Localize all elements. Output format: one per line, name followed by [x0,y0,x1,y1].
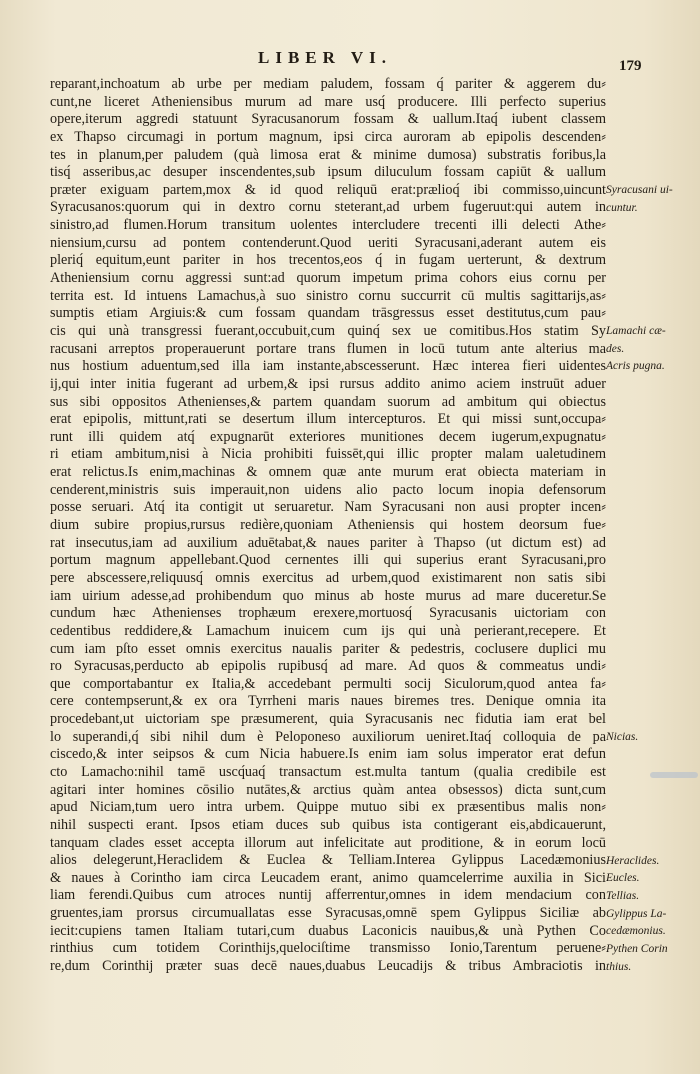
text-line: ro Syracusas,perducto ab epipolis rupibusq́ ad mare. Ad quos & commeatus undi⸗ [50,658,606,675]
margin-note: Heraclides. [606,854,660,867]
text-line: opere,iterum aggredi statuunt Syracusanorum fossam & uallum.Itaq́ iubent classem [50,111,606,128]
margin-note: Nicias. [606,731,639,744]
text-line: posse seruari. Atq́ ita contigit ut seruaretur. Nam Syracusani non ausi propter incen⸗ [50,499,606,516]
text-line: tisq́ asseribus,ac desuper inscendentes,sub ipsum diluculum fossam capiūt & uallum [50,164,606,181]
text-line: cis qui unà transgressi fuerant,occubuit,cum quinq́ sex ue comitibus.Hos statim Sy [50,322,606,339]
text-line: ri etiam ambitum,nisi à Nicia prohibiti fuissēt,qui illic propter malam ualetudinem [50,446,606,463]
running-title: LIBER VI. [258,48,392,67]
text-line: iecit:cupiens tamen Italiam tutari,cum duabus Laconicis nauibus,& unà Pythen Co [50,922,606,939]
text-line: præter exiguam partem,mox & id quod reliquū erat:prælioq́ ibi commisso,uincunt [50,181,606,198]
margin-note: cuntur. [606,201,638,214]
ink-smudge [650,772,698,778]
text-line: ij,qui inter initia fugerant ad urbem,& ipsi rursus addito animo aciem instruūt aduer [50,375,606,392]
text-line: territa est. Id intuens Lamachus,à suo sinistro cornu succurrit cū multis sagittarijs,as⸗ [50,287,606,304]
text-line: ciscedo,& inter seipsos & cum Nicia habuere.Is enim iam solus imperator erat defun [50,746,606,763]
text-line: apud Niciam,tum uero intra urbem. Quippe mutuo sibi ex præsentibus malis non⸗ [50,799,606,816]
margin-note: Tellias. [606,889,640,902]
margin-note: des. [606,342,625,355]
margin-note: Syracusani ui- [606,183,673,196]
page-number: 179 [619,58,642,74]
text-line: rat insecutus,iam ad auxilium aduētabat,& naues pariter à Thapso (ut dictum est) ad [50,534,606,551]
text-line: cedentibus reddidere,& Lamachum inuicem cum ijs qui unà perierant,recepere. Et [50,622,606,639]
margin-note: cedæmonius. [606,925,666,938]
text-line: & naues à Corintho iam circa Leucadem erant, animo quamcelerrime auxilia in Sici [50,869,606,886]
text-line: re,dum Corinthij præter suas decē naues,duabus Leucadijs & tribus Ambraciotis in [50,958,606,975]
text-line: portum magnum appellebant.Quod cernentes illi qui superius erant Syracusani,pro [50,552,606,569]
text-line: lo superandi,q́ sibi nihil dum è Peloponeso auxiliorum ueniret.Itaq́ colloquia de pa [50,728,606,745]
text-line: erat relictus.Is enim,machinas & omnem quæ ante murum erat obiecta materiam in [50,464,606,481]
text-line: rinthius cum totidem Corinthijs,quelociſtime transmisso Ionio,Tarentum peruene⸗ [50,940,606,957]
text-line: cenderent,ministris suis imperauit,non uidens alio pacto locum inopia defensorum [50,481,606,498]
text-line: tes in planum,per paludem (quà limosa erat & minime dumosa) substratis foribus,la [50,146,606,163]
text-line: Atheniensium cornu aggressi sunt:ad quorum impetum prima cohors eius cornu per [50,270,606,287]
text-line: racusani arreptos properauerunt portare trans flumen in locū tutum ante alterius ma [50,340,606,357]
text-line: dium subire propius,rursus redière,quoniam Atheniensis qui hostem deorsum fue⸗ [50,517,606,534]
text-line: que comportabantur ex Italia,& accedebant permulti socij Siculorum,quod antea fa⸗ [50,675,606,692]
text-line: erat epipolis, mittunt,rati se desertum illum intercepturos. Et qui missi sunt,occupa⸗ [50,411,606,428]
text-line: cto Lamacho:nihil tamē uscq́uaq́ transactum est.multa tantum (qualia credibile est [50,763,606,780]
text-line: Syracusanos:quorum qui in dextro cornu steterant,ad urbem fugeruut:qui autem in [50,199,606,216]
text-line: sumptis etiam Argiuis:& cum fossam quandam trāsgressus esset destitutus,cum pau⸗ [50,305,606,322]
margin-note: Eucles. [606,872,640,885]
text-line: iam uirium adesse,ad prohibendum quo minus ab hoste murus ad mare duceretur.Se [50,587,606,604]
text-line: runt illi quidem atq́ expugnarūt exteriores munitiones decem iugerum,expugnatu⸗ [50,428,606,445]
text-line: sus sibi oppositos Athenienses,& partem quandam suorum ad ambitum qui obiectus [50,393,606,410]
margin-note: Gylippus La- [606,907,667,920]
margin-note: Pythen Corin [606,942,668,955]
text-line: gruentes,iam prorsus circumuallatas esse Syracusas,omnē spem Gylippus Siciliæ ab [50,905,606,922]
margin-note: Lamachi cæ- [606,325,666,338]
text-line: procedebant,ut uictoriam spe præsumerent, quia Syracusanis nec fidutia iam erat bel [50,711,606,728]
text-line: cunt,ne liceret Atheniensibus murum ad mare usq́ producere. Illi perfecto superius [50,93,606,110]
main-text-column [50,76,606,976]
text-line: nihil suspecti erant. Ipsos etiam duces sub quibus ista contigerant eis,abdicauerunt, [50,816,606,833]
text-line: cum iam pſto esset omnis exercitus naualis pariter & pedestris, coclusere duplici mu [50,640,606,657]
text-line: cere contempserunt,& ex ora Tyrrheni maris naues biremes tres. Denique omnia ita [50,693,606,710]
margin-note: thius. [606,960,632,973]
text-line: pere abscessere,reliquusq́ omnis exercitus ad urbem,quod existimarent non satis sibi [50,569,606,586]
text-line: sinistro,ad flumen.Horum transitum uolentes intercludere trecenti illi delecti Athe⸗ [50,217,606,234]
text-line: niensium,cursu ad pontem contenderunt.Quod ueriti Syracusani,aderant autem eis [50,234,606,251]
text-line: liam ferendi.Quibus cum atroces nuntij afferrentur,omnes in idem mendacium con [50,887,606,904]
text-line: cundum hæc Athenienses trophæum erexere,mortuosq́ Syracusanis uictoriam con [50,605,606,622]
text-line: nus hostium aduentum,sed illa iam instante,abscesserunt. Hæc interea fieri uidentes [50,358,606,375]
text-line: reparant,inchoatum ab urbe per mediam paludem, fossam q́ pariter & aggerem du⸗ [50,76,606,92]
text-line: agitari inter homines cōsilio nutātes,& arctius quàm antea obsessos) dicta sunt,cum [50,781,606,798]
text-line: pleriq́ equitum,eunt pariter in hos trecentos,eos q́ in fugam uerterunt, & dextrum [50,252,606,269]
text-line: alios delegerunt,Heraclidem & Euclea & Telliam.Interea Gylippus Lacedæmonius [50,852,606,869]
margin-note: Acris pugna. [606,360,665,373]
text-line: tanquam clades esset accepta illorum aut infelicitate aut proditione, & in eorum locū [50,834,606,851]
text-line: ex Thapso circumagi in portum magnum, ipsi circa auroram ab epipolis descenden⸗ [50,128,606,145]
